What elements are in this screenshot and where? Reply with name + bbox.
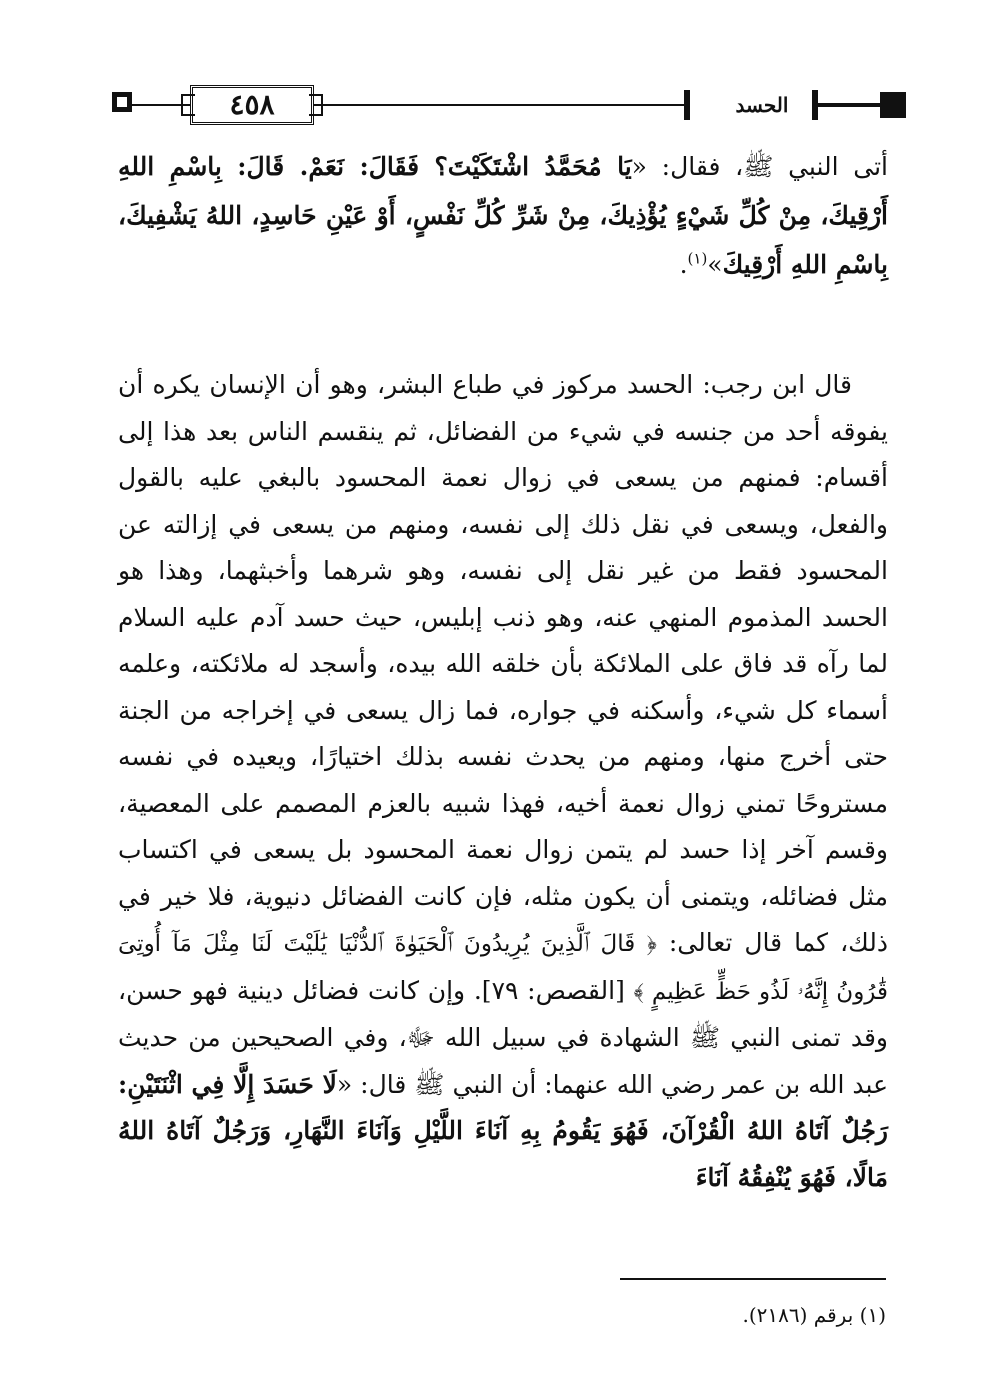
filled-square-ornament (880, 92, 906, 118)
header-bar-ornament (684, 90, 690, 120)
header-rule-middle (314, 104, 684, 106)
quran-verse: ﴿ قَالَ ٱلَّذِينَ يُرِيدُونَ ٱلْحَيَوٰةَ ٱلدُّنْيَا يَٰلَيْتَ لَنَا مِثْلَ مَآ أُوتِىَ قَٰرُونُ إِنَّهُۥ لَذُو حَظٍّ عَظِيمٍ ﴾ (118, 931, 888, 1005)
hadith-continuation (118, 142, 888, 289)
continuation-text: [القصص: ٧٩]. وإن كانت فضائل دينية فهو حسن، وقد تمنى النبي ﷺ الشهادة في سبيل الله ﷻ، وفي الصحيحين من حديث عبد الله بن عمر رضي الله عنهما: أن النبي ﷺ قال: « (118, 975, 888, 1099)
ruqya-text: قَالَ: بِاسْمِ اللهِ أَرْقِيكَ، مِنْ كُلِّ شَيْءٍ يُؤْذِيكَ، مِنْ شَرِّ كُلِّ نَفْسٍ، أَوْ عَيْنِ حَاسِدٍ، اللهُ يَشْفِيكَ، بِاسْمِ اللهِ أَرْقِيكَ (118, 152, 888, 279)
running-title: الحسد (717, 88, 807, 122)
hadith-two-envies: لَا حَسَدَ إِلَّا فِي اثْنَتَيْنِ: رَجُلٌ آتَاهُ اللهُ الْقُرْآنَ، فَهُوَ يَقُومُ بِهِ آنَاءَ اللَّيْلِ وَآنَاءَ النَّهَارِ، وَرَجُلٌ آتَاهُ اللهُ مَالًا، فَهُوَ يُنْفِقُهُ آنَاءَ (118, 1069, 888, 1192)
footnote-separator (620, 1278, 886, 1280)
page-number: ٤٥٨ (229, 88, 275, 121)
page-header (112, 82, 892, 128)
footnote: (١) برقم (٢١٨٦). (742, 1303, 886, 1327)
main-paragraph (118, 362, 888, 1201)
header-rule-right (818, 103, 880, 107)
footnote-ref[interactable]: (١) (687, 249, 708, 268)
hadith-answer: فَقَالَ: نَعَمْ. (284, 152, 435, 181)
ibn-rajab-text: قال ابن رجب: الحسد مركوز في طباع البشر، وهو أن الإنسان يكره أن يفوقه أحد من جنسه في شيء من الفضائل، ثم ينقسم الناس بعد هذا إلى أقسام: فمنهم من يسعى في زوال نعمة المحسود بالبغي عليه بالقول والفعل، ويسعى في نقل ذلك إلى نفسه، ومنهم من يسعى في إزالته عن المحسود فقط من غير نقل إلى نفسه، وهو شرهما وأخبثهما، وهذا هو الحسد المذموم المنهي عنه، وهو ذنب إبليس، حيث حسد آدم عليه السلام لما رآه قد فاق على الملائكة بأن خلقه الله بيده، وأسجد له ملائكته، وعلمه أسماء كل شيء، وأسكنه في جواره، فما زال يسعى في إخراجه من الجنة حتى أخرج منها، ومنهم من يحدث نفسه بذلك اختيارًا، ويعيده في نفسه مستروحًا تمني زوال نعمة أخيه، فهذا شبيه بالعزم المصمم على المعصية، وقسم آخر إذا حسد لم يتمن زوال نعمة المحسود بل يسعى في اكتساب مثل فضائله، ويتمنى أن يكون مثله، فإن كانت الفضائل دنيوية، فلا خير في ذلك، كما قال تعالى: (118, 370, 888, 957)
sentence-end: . (679, 250, 688, 279)
closing-quote: » (707, 250, 723, 279)
hadith-question: يَا مُحَمَّدُ اشْتَكَيْتَ؟ (434, 152, 632, 181)
open-square-ornament (112, 92, 132, 112)
hadith-intro: أتى النبي ﷺ، فقال: « (631, 152, 888, 181)
page-number-frame (190, 85, 314, 125)
